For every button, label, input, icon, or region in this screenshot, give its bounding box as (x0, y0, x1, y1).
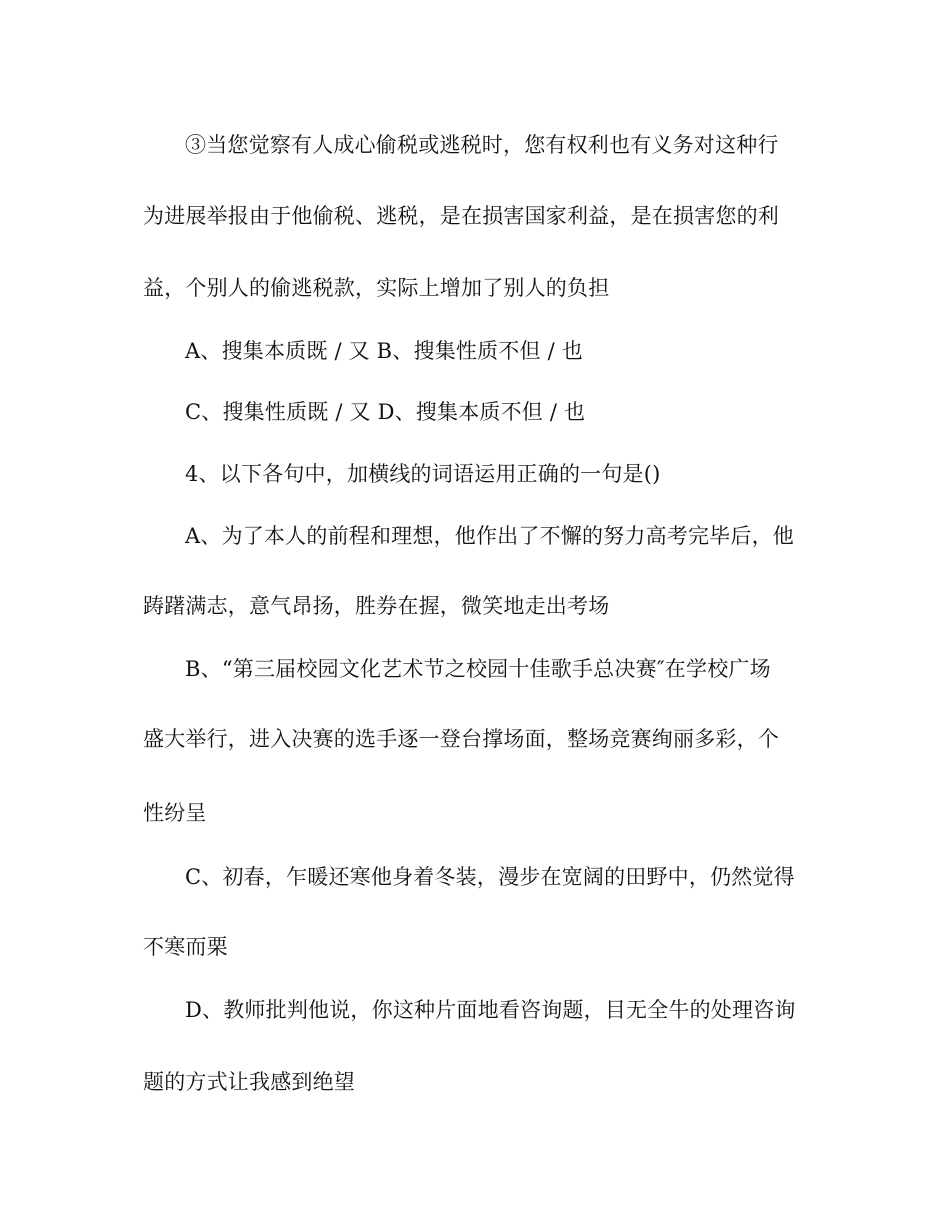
option-line: A、为了本人的前程和理想，他作出了不懈的努力高考完毕后，他 (185, 524, 794, 548)
paragraph-line: 盛大举行，进入决赛的选手逐一登台撑场面，整场竞赛绚丽多彩，个 (143, 727, 779, 751)
paragraph-line: 踌躇满志，意气昂扬，胜券在握，微笑地走出考场 (143, 594, 610, 618)
option-line: C、搜集性质既 / 又 D、搜集本质不但 / 也 (185, 400, 586, 424)
paragraph-line: 为进展举报由于他偷税、逃税，是在损害国家利益，是在损害您的利 (143, 204, 779, 228)
option-line: A、搜集本质既 / 又 B、搜集性质不但 / 也 (185, 339, 583, 363)
option-line: C、初春，乍暖还寒他身着冬装，漫步在宽阔的田野中，仍然觉得 (185, 865, 795, 889)
paragraph-line: ③当您觉察有人成心偷税或逃税时，您有权利也有义务对这种行 (185, 133, 779, 157)
paragraph-line: 益，个别人的偷逃税款，实际上增加了别人的负担 (143, 276, 610, 300)
option-line: D、教师批判他说，你这种片面地看咨询题，目无全牛的处理咨询 (185, 998, 796, 1022)
paragraph-line: 题的方式让我感到绝望 (143, 1070, 355, 1094)
question-line: 4、以下各句中，加横线的词语运用正确的一句是() (185, 462, 661, 486)
option-line: B、“第三届校园文化艺术节之校园十佳歌手总决赛″在学校广场 (185, 657, 771, 681)
paragraph-line: 不寒而栗 (143, 935, 228, 959)
paragraph-line: 性纷呈 (143, 801, 207, 825)
